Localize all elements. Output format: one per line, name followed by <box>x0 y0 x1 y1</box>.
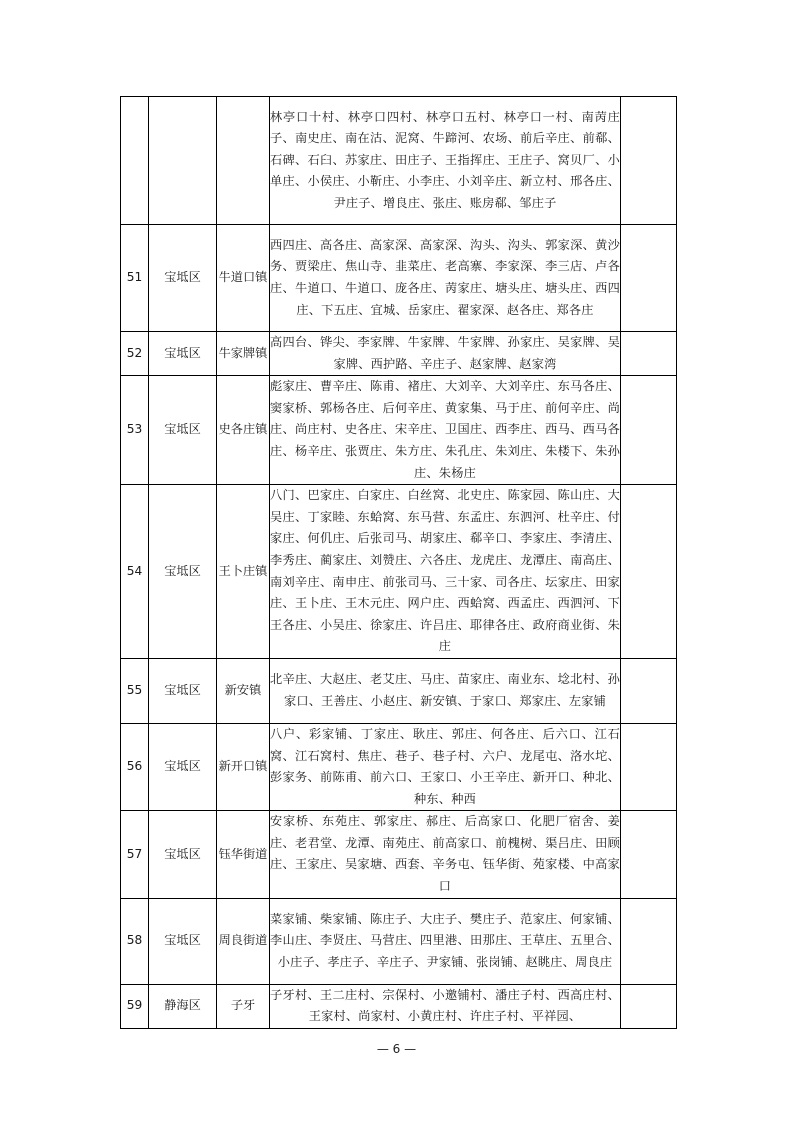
row-number: 54 <box>121 485 149 659</box>
villages-text: 八户、彩家铺、丁家庄、耿庄、郭庄、何各庄、后六口、江石窝、江石窝村、焦庄、巷子、巷子村、六户、龙尾屯、洛水坨、彭家务、前陈甫、前六口、王家口、小王辛庄、新开口、种北、种东、种西 <box>270 726 620 806</box>
village-table <box>120 96 677 1029</box>
table-row <box>121 658 677 723</box>
town-cell: 牛道口镇 <box>217 225 270 332</box>
town-cell: 子牙 <box>217 984 270 1028</box>
note-cell <box>621 984 677 1028</box>
district-cell: 宝坻区 <box>149 376 217 485</box>
table-row <box>121 485 677 659</box>
note-cell <box>621 376 677 485</box>
note-cell <box>621 811 677 898</box>
town-cell: 王卜庄镇 <box>217 485 270 659</box>
table-row <box>121 97 677 225</box>
note-cell <box>621 97 677 225</box>
note-cell <box>621 332 677 376</box>
town-cell: 新开口镇 <box>217 723 270 810</box>
table-row <box>121 898 677 984</box>
villages-cell <box>270 898 621 984</box>
note-cell <box>621 225 677 332</box>
district-cell: 宝坻区 <box>149 225 217 332</box>
note-cell <box>621 485 677 659</box>
table-row <box>121 332 677 376</box>
villages-cell <box>270 984 621 1028</box>
district-cell: 宝坻区 <box>149 658 217 723</box>
villages-cell <box>270 723 621 810</box>
villages-cell <box>270 376 621 485</box>
villages-cell <box>270 225 621 332</box>
table-row <box>121 984 677 1028</box>
note-cell <box>621 723 677 810</box>
town-cell: 钰华街道 <box>217 811 270 898</box>
town-cell: 周良街道 <box>217 898 270 984</box>
district-cell: 静海区 <box>149 984 217 1028</box>
table-row <box>121 225 677 332</box>
row-number: 57 <box>121 811 149 898</box>
table-row <box>121 723 677 810</box>
row-number: 51 <box>121 225 149 332</box>
row-number: 59 <box>121 984 149 1028</box>
district-cell: 宝坻区 <box>149 485 217 659</box>
district-cell: 宝坻区 <box>149 723 217 810</box>
page-number: — 6 — <box>376 1042 417 1056</box>
villages-text: 菜家铺、柴家铺、陈庄子、大庄子、樊庄子、范家庄、何家铺、李山庄、李贤庄、马营庄、四里港、田那庄、王草庄、五里合、小庄子、孝庄子、辛庄子、尹家铺、张岗铺、赵眺庄、周良庄 <box>270 911 620 969</box>
note-cell <box>621 658 677 723</box>
villages-text: 北辛庄、大赵庄、老艾庄、马庄、苗家庄、南业东、埝北村、孙家口、王善庄、小赵庄、新安镇、于家口、郑家庄、左家铺 <box>270 672 620 708</box>
villages-cell <box>270 658 621 723</box>
villages-cell <box>270 97 621 225</box>
town-cell <box>217 97 270 225</box>
row-number: 53 <box>121 376 149 485</box>
villages-cell <box>270 811 621 898</box>
table-row <box>121 811 677 898</box>
villages-text: 高四台、铧尖、李家牌、牛家牌、牛家牌、孙家庄、吴家牌、吴家牌、西护路、辛庄子、赵家牌、赵家湾 <box>270 335 620 371</box>
row-number <box>121 97 149 225</box>
villages-text: 西四庄、高各庄、高家深、高家深、沟头、沟头、郭家深、黄沙务、贾梁庄、焦山寺、韭菜庄、老高寨、李家深、李三店、卢各庄、牛道口、牛道口、庞各庄、苪家庄、塘头庄、塘头庄、西四庄、下五庄、宜城、岳家庄、翟家深、赵各庄、郑各庄 <box>270 237 620 317</box>
villages-text: 林亭口十村、林亭口四村、林亭口五村、林亭口一村、南苪庄子、南史庄、南在沽、泥窝、牛蹄河、农场、前后辛庄、前郗、石碑、石臼、苏家庄、田庄子、王指挥庄、王庄子、窝贝厂、小单庄、小侯庄、小靳庄、小李庄、小刘辛庄、新立村、邢各庄、尹庄子、增良庄、张庄、账房郗、邹庄子 <box>270 109 620 210</box>
table-row <box>121 376 677 485</box>
district-cell <box>149 97 217 225</box>
district-cell: 宝坻区 <box>149 811 217 898</box>
villages-cell <box>270 485 621 659</box>
town-cell: 史各庄镇 <box>217 376 270 485</box>
villages-text: 八门、巴家庄、白家庄、白丝窝、北史庄、陈家园、陈山庄、大吴庄、丁家睦、东蛤窝、东马营、东孟庄、东泗河、杜辛庄、付家庄、何仉庄、后张司马、胡家庄、郗辛口、李家庄、李清庄、李秀庄、蔺家庄、刘赞庄、六各庄、龙虎庄、龙潭庄、南高庄、南刘辛庄、南申庄、前张司马、三十家、司各庄、坛家庄、田家庄、王卜庄、王木元庄、网户庄、西蛤窝、西孟庄、西泗河、下王各庄、小吴庄、徐家庄、许吕庄、耶律各庄、政府商业街、朱庄 <box>270 488 620 654</box>
district-cell: 宝坻区 <box>149 332 217 376</box>
villages-text: 子牙村、王二庄村、宗保村、小邀铺村、潘庄子村、西高庄村、王家村、尚家村、小黄庄村、许庄子村、平祥园、 <box>270 987 620 1024</box>
villages-text: 安家桥、东苑庄、郭家庄、郝庄、后高家口、化肥厂宿舍、姜庄、老君堂、龙潭、南苑庄、前高家口、前槐树、渠吕庄、田顾庄、王家庄、吴家塘、西套、辛务屯、钰华街、苑家楼、中高家口 <box>270 814 620 894</box>
villages-text: 彪家庄、曹辛庄、陈甫、褚庄、大刘辛、大刘辛庄、东马各庄、窦家桥、郭杨各庄、后何辛庄、黄家集、马于庄、前何辛庄、尚庄、尚庄村、史各庄、宋辛庄、卫国庄、西李庄、西马、西马各庄、杨辛庄、张贾庄、朱方庄、朱孔庄、朱刘庄、朱楼下、朱孙庄、朱杨庄 <box>270 379 620 480</box>
town-cell: 牛家牌镇 <box>217 332 270 376</box>
row-number: 56 <box>121 723 149 810</box>
note-cell <box>621 898 677 984</box>
villages-cell <box>270 332 621 376</box>
row-number: 52 <box>121 332 149 376</box>
district-cell: 宝坻区 <box>149 898 217 984</box>
row-number: 58 <box>121 898 149 984</box>
village-table-body <box>121 97 677 1029</box>
town-cell: 新安镇 <box>217 658 270 723</box>
row-number: 55 <box>121 658 149 723</box>
